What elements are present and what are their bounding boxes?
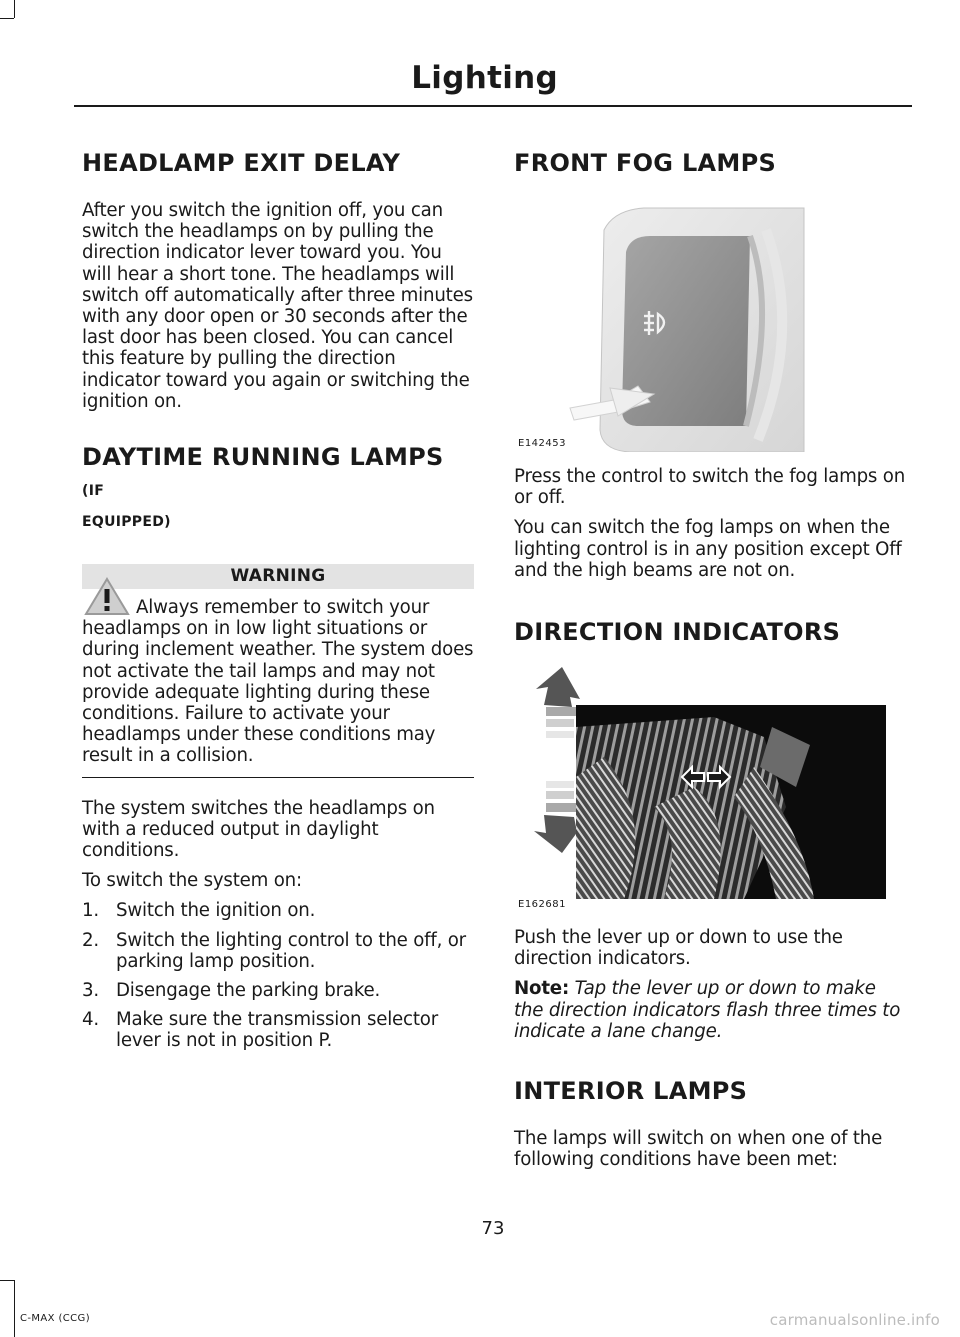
warning-triangle-icon <box>84 576 130 616</box>
steps-intro: To switch the system on: <box>82 870 302 892</box>
headlamp-exit-body: After you switch the ignition off, you can switch the headlamps on by pulling the direction indicator lever toward you. You will hear a short tone. The headlamps will switch off automatically after three minutes with any door open or 30 seconds after the last door has been closed. You can cancel this feature by pulling the direction indicator toward you again or switching the ignition on. <box>82 200 473 412</box>
direction-figure-code: E162681 <box>518 899 566 911</box>
heading-front-fog-lamps: FRONT FOG LAMPS <box>514 149 777 177</box>
heading-direction-indicators: DIRECTION INDICATORS <box>514 618 841 647</box>
crop-mark-top-left-v <box>14 0 15 18</box>
fog-paragraph-2: You can switch the fog lamps on when the lighting control is in any position except Off and the high beams are not on. <box>514 517 902 581</box>
direction-lever-illustration <box>514 667 906 913</box>
fog-figure-code: E142453 <box>518 438 566 449</box>
fog-paragraph-1: Press the control to switch the fog lamps on or off. <box>514 466 906 509</box>
heading-headlamp-exit-delay: HEADLAMP EXIT DELAY <box>82 149 401 177</box>
footer-model: C-MAX (CCG) <box>20 1313 91 1324</box>
page-number: 73 <box>481 1218 505 1239</box>
heading-daytime-suffix-line2: EQUIPPED) <box>82 514 171 531</box>
header-divider <box>74 105 912 107</box>
list-item: 3. Disengage the parking brake. <box>82 980 381 1002</box>
watermark: carmanualsonline.info <box>769 1311 940 1329</box>
left-column <box>82 140 474 1052</box>
note-text: Tap the lever up or down to make the direction indicators flash three times to indicate a lane change. <box>514 978 901 1042</box>
daytime-body: The system switches the headlamps on with a reduced output in daylight conditions. <box>82 797 435 862</box>
direction-note <box>514 978 906 1042</box>
crop-mark-bottom-left-h <box>0 1280 14 1281</box>
interior-paragraph-1: The lamps will switch on when one of the following conditions have been met: <box>514 1128 883 1171</box>
crop-mark-top-left-h <box>0 18 14 19</box>
list-item: 1. Switch the ignition on. <box>82 900 316 922</box>
heading-daytime-main: DAYTIME RUNNING LAMPS <box>82 443 444 472</box>
warning-block <box>82 564 474 778</box>
direction-indicator-figure <box>514 667 906 913</box>
fog-lamp-figure <box>514 190 906 452</box>
warning-text: Always remember to switch your headlamps on in low light situations or during inclement weather. The system does not activate the tail lamps and may not provide adequate lighting during these conditions. Failure to activate your headlamps under these conditions may result in a collision. <box>82 597 474 767</box>
heading-interior-lamps: INTERIOR LAMPS <box>514 1077 748 1106</box>
note-label: Note: <box>514 978 570 1000</box>
arrow-up-icon <box>536 667 580 738</box>
warning-label: WARNING <box>82 564 474 589</box>
page-title: Lighting <box>411 60 558 96</box>
warning-divider <box>82 777 474 778</box>
list-item: 2. Switch the lighting control to the off, or parking lamp position. <box>82 929 466 972</box>
crop-mark-bottom-left-v <box>14 1280 15 1337</box>
direction-paragraph-1: Push the lever up or down to use the direction indicators. <box>514 927 843 970</box>
right-column <box>514 140 906 1170</box>
fog-lamp-switch-illustration <box>514 190 906 452</box>
steps-list <box>82 900 474 1051</box>
heading-daytime-running-lamps <box>82 442 474 502</box>
heading-daytime-suffix: (IF <box>82 483 105 500</box>
list-item: 4. Make sure the transmission selector lever is not in position P. <box>82 1009 438 1052</box>
